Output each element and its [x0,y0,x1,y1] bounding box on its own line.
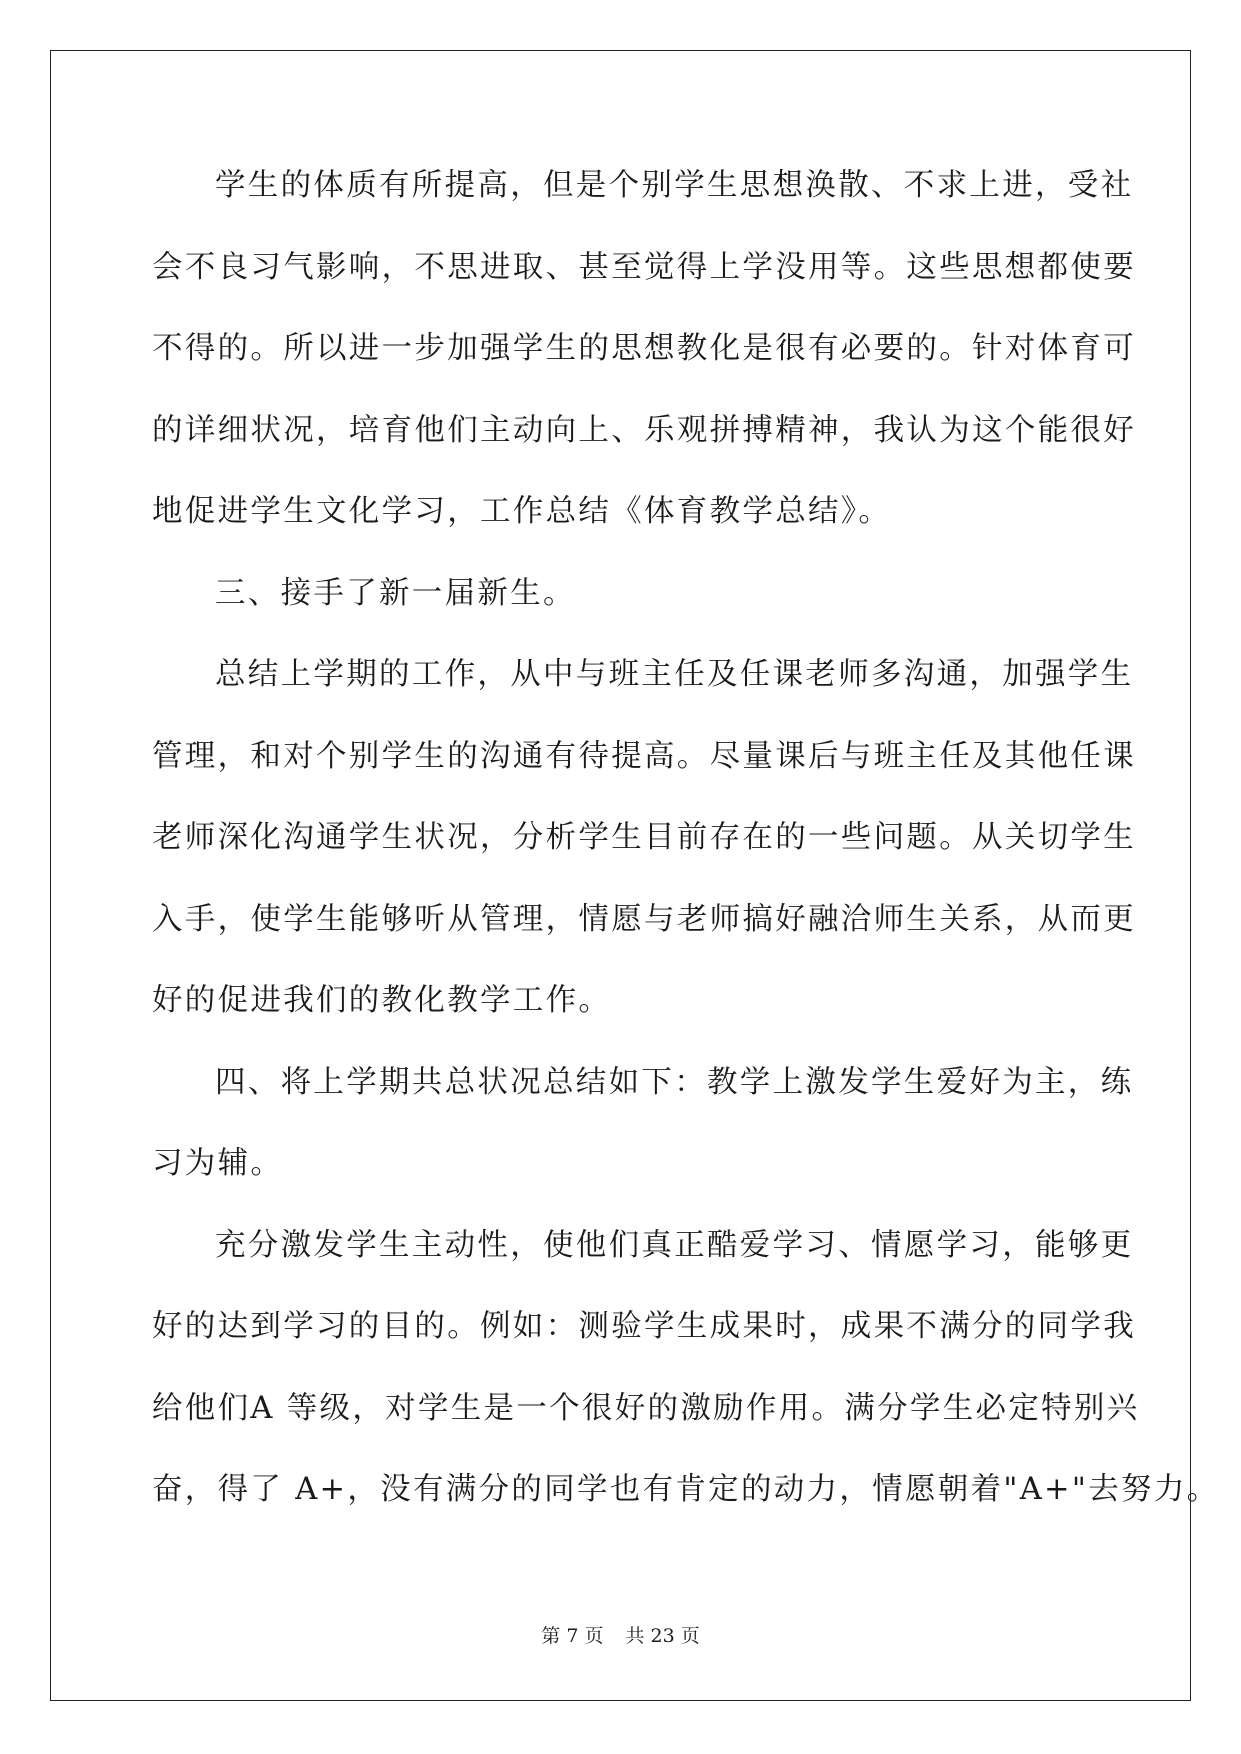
text-line: 总结上学期的工作，从中与班主任及任课老师多沟通，加强学生 [215,657,1134,692]
text-line: 三、接手了新一届新生。 [215,575,576,611]
text-line: 好的达到学习的目的。例如：测验学生成果时，成果不满分的同学我 [152,1309,1136,1344]
text-line: 地促进学生文化学习，工作总结《体育教学总结》。 [152,494,892,529]
text-line: 老师深化沟通学生状况，分析学生目前存在的一些问题。从关切学生 [152,820,1136,855]
text-line: 好的促进我们的教化教学工作。 [152,983,612,1018]
text-line: 会不良习气影响，不思进取、甚至觉得上学没用等。这些思想都使要 [152,249,1136,285]
text-line: 入手，使学生能够听从管理，情愿与老师搞好融洽师生关系，从而更 [152,901,1136,937]
text-line: 奋，得了 A+，没有满分的同学也有肯定的动力，情愿朝着"A+"去努力。 [152,1472,1220,1507]
text-line: 管理，和对个别学生的沟通有待提高。尽量课后与班主任及其他任课 [152,738,1136,774]
document-body [152,160,1220,1546]
text-line: 学生的体质有所提高，但是个别学生思想涣散、不求上进，受社 [215,168,1134,203]
page-number: 第 7 页 [541,1625,604,1647]
text-line: 给他们A 等级，对学生是一个很好的激励作用。满分学生必定特别兴 [152,1390,1140,1426]
text-line: 习为辅。 [152,1146,284,1181]
text-line: 的详细状况，培育他们主动向上、乐观拼搏精神，我认为这个能很好 [152,412,1136,448]
text-line: 四、将上学期共总状况总结如下：教学上激发学生爱好为主，练 [215,1064,1134,1100]
text-line: 不得的。所以进一步加强学生的思想教化是很有必要的。针对体育可 [152,331,1136,366]
total-pages: 共 23 页 [625,1625,700,1647]
text-line: 充分激发学生主动性，使他们真正酷爱学习、情愿学习，能够更 [215,1227,1134,1263]
page-footer [0,1621,1241,1648]
